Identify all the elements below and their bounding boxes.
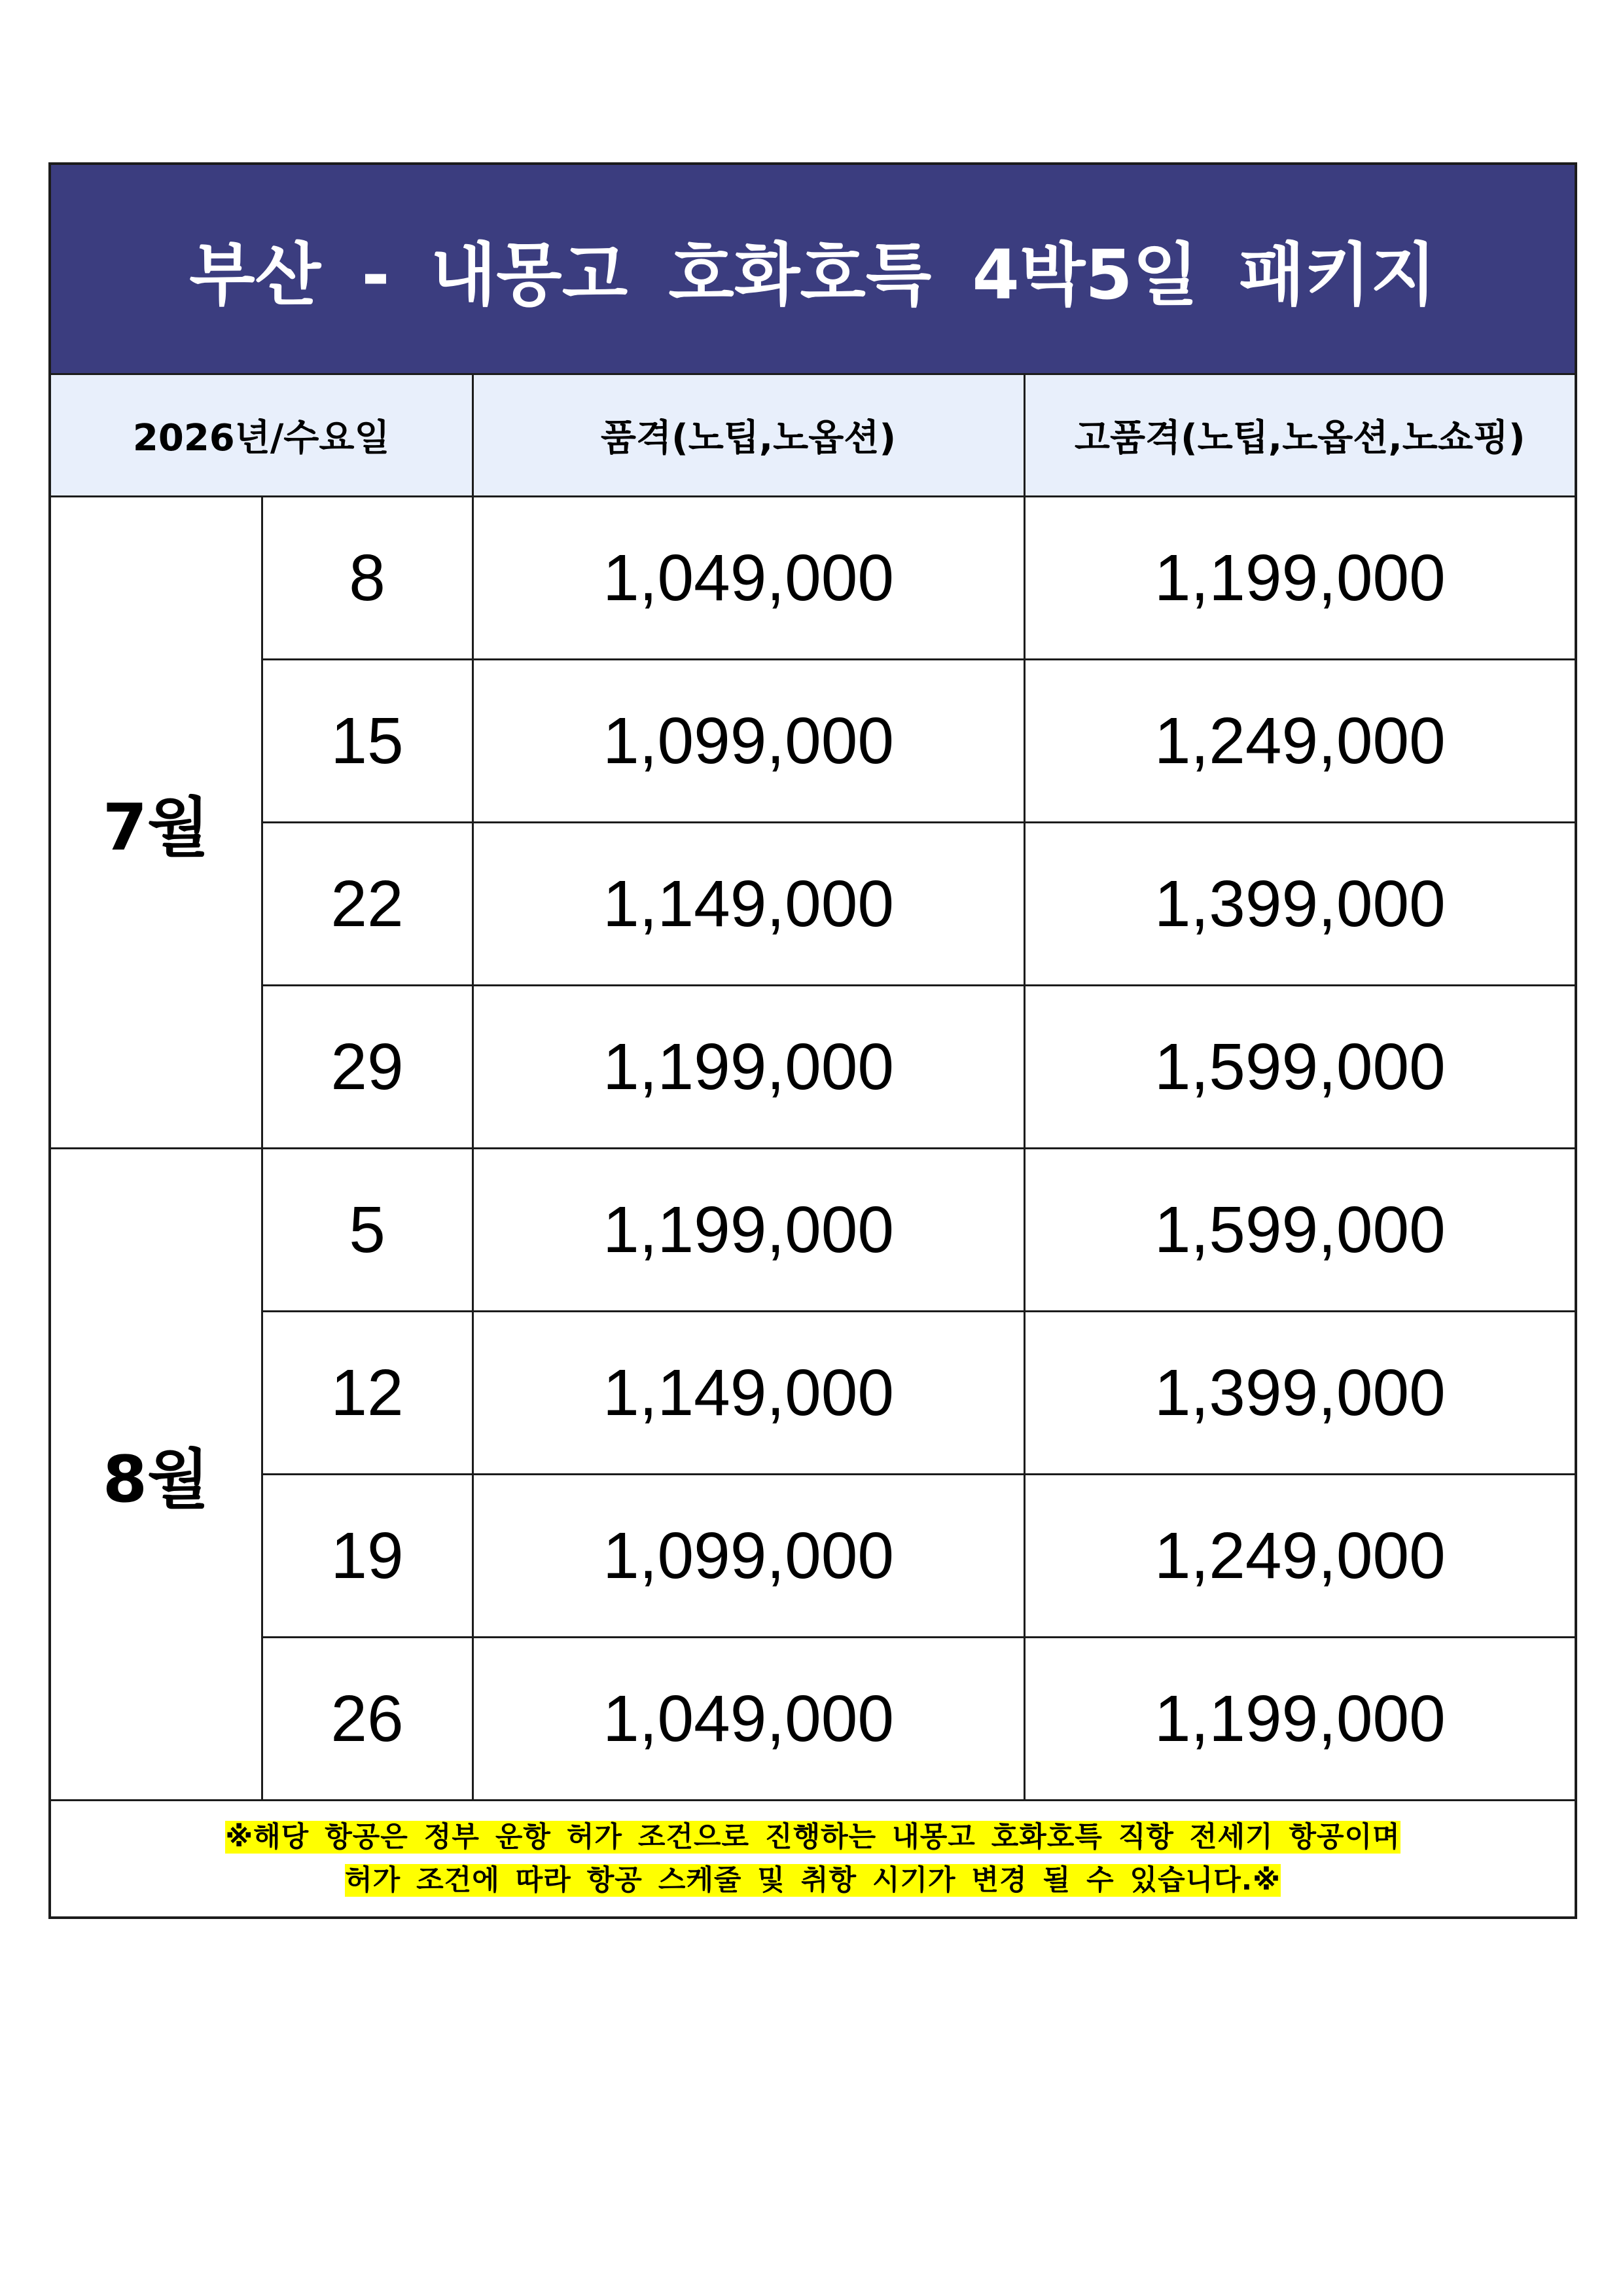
day-cell: 8 [262, 497, 473, 660]
day-cell: 26 [262, 1638, 473, 1801]
price-row [50, 1312, 1576, 1475]
standard-price-cell: 1,149,000 [473, 1312, 1024, 1475]
standard-price-cell: 1,199,000 [473, 986, 1024, 1149]
notice-line-2 [51, 1859, 1575, 1902]
notice-text-1: ※해당 항공은 정부 운항 허가 조건으로 진행하는 내몽고 호화호특 직항 전세기 항공이며 [225, 1821, 1400, 1854]
standard-price-cell: 1,099,000 [473, 660, 1024, 823]
month-cell: 8월 [50, 1149, 262, 1801]
month-cell: 7월 [50, 497, 262, 1149]
price-row [50, 1475, 1576, 1638]
premium-price-cell: 1,199,000 [1024, 1638, 1576, 1801]
premium-price-cell: 1,199,000 [1024, 497, 1576, 660]
price-row [50, 660, 1576, 823]
price-row [50, 1149, 1576, 1312]
package-title: 부산 - 내몽고 호화호특 4박5일 패키지 [50, 164, 1576, 374]
notice-text-2: 허가 조건에 따라 항공 스케줄 및 취항 시기가 변경 될 수 있습니다.※ [345, 1864, 1281, 1897]
price-row [50, 823, 1576, 986]
price-row [50, 497, 1576, 660]
standard-price-cell: 1,149,000 [473, 823, 1024, 986]
day-cell: 19 [262, 1475, 473, 1638]
notice-line-1 [51, 1816, 1575, 1859]
standard-price-cell: 1,049,000 [473, 497, 1024, 660]
day-cell: 22 [262, 823, 473, 986]
date-column-header: 2026년/수요일 [50, 374, 473, 497]
price-table [48, 162, 1577, 1919]
premium-price-cell: 1,399,000 [1024, 1312, 1576, 1475]
premium-price-cell: 1,399,000 [1024, 823, 1576, 986]
day-cell: 15 [262, 660, 473, 823]
price-row [50, 1638, 1576, 1801]
price-row [50, 986, 1576, 1149]
premium-price-cell: 1,599,000 [1024, 986, 1576, 1149]
header-row [50, 374, 1576, 497]
standard-price-cell: 1,049,000 [473, 1638, 1024, 1801]
title-row [50, 164, 1576, 374]
standard-price-cell: 1,099,000 [473, 1475, 1024, 1638]
day-cell: 29 [262, 986, 473, 1149]
notice-cell [50, 1801, 1576, 1918]
premium-column-header: 고품격(노팁,노옵션,노쇼핑) [1024, 374, 1576, 497]
day-cell: 5 [262, 1149, 473, 1312]
premium-price-cell: 1,249,000 [1024, 660, 1576, 823]
day-cell: 12 [262, 1312, 473, 1475]
premium-price-cell: 1,249,000 [1024, 1475, 1576, 1638]
standard-price-cell: 1,199,000 [473, 1149, 1024, 1312]
standard-column-header: 품격(노팁,노옵션) [473, 374, 1024, 497]
premium-price-cell: 1,599,000 [1024, 1149, 1576, 1312]
notice-row [50, 1801, 1576, 1918]
